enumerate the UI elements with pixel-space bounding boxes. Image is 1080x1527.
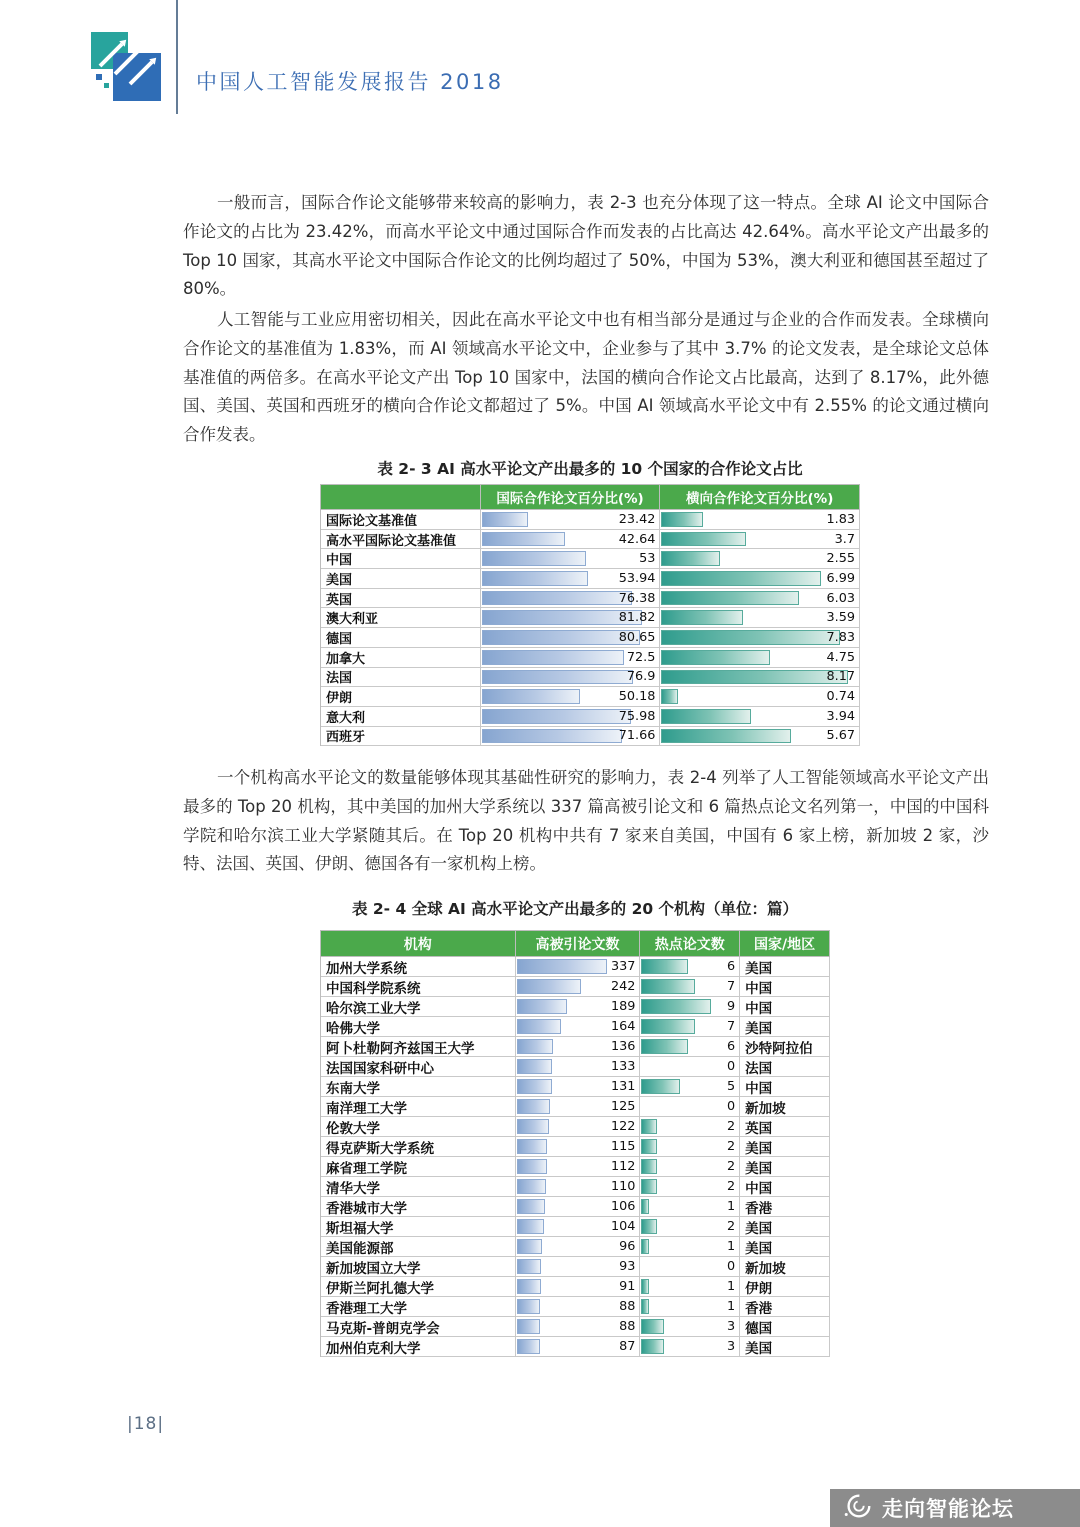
body-paragraph-3: 一个机构高水平论文的数量能够体现其基础性研究的影响力，表 2-4 列举了人工智能领域高水平论文产出最多的 Top 20 机构，其中美国的加州大学系统以 337 篇高被引论文和 6 篇热点论文名列第一，中国的中国科学院和哈尔滨工业大学紧随其后。在 Top 20 机构中共有 7 家来自美国，中国有 6 家上榜，新加坡 2 家，沙特、法国、英国、伊朗、德国各有一家机构上榜。: [183, 768, 989, 874]
cited-papers-cell: [516, 997, 641, 1017]
country-cell: 德国: [740, 1317, 830, 1337]
table-2-4-body: [321, 957, 830, 1357]
intl-collab-value: 76.38: [618, 590, 656, 606]
table-2-3-row: [321, 589, 860, 609]
hot-papers-cell: [640, 1117, 740, 1137]
table-2-3-row: [321, 707, 860, 727]
cited-papers-bar: [517, 1279, 541, 1294]
cited-papers-value: 164: [610, 1019, 636, 1034]
cited-papers-value: 106: [610, 1199, 636, 1214]
hot-papers-bar: [641, 1339, 664, 1354]
cited-papers-cell: [516, 1157, 641, 1177]
hot-papers-value: 2: [727, 1119, 736, 1134]
intl-collab-value: 23.42: [618, 511, 656, 527]
cited-papers-bar: [517, 1319, 541, 1334]
institution-cell: 美国能源部: [321, 1237, 516, 1257]
table-2-4-row: [321, 1077, 830, 1097]
table-2-4-row: [321, 1017, 830, 1037]
intl-collab-bar: [482, 591, 632, 606]
country-cell: 美国: [740, 1157, 830, 1177]
cited-papers-cell: [516, 1037, 641, 1057]
hot-papers-cell: [640, 977, 740, 997]
hot-papers-cell: [640, 997, 740, 1017]
horizontal-collab-value: 6.99: [826, 570, 855, 586]
body-paragraph-1: 一般而言，国际合作论文能够带来较高的影响力，表 2-3 也充分体现了这一特点。全球 AI 论文中国际合作论文的占比为 23.42%，而高水平论文中通过国际合作而发表的占比高达 42.64%。高水平论文产出最多的 Top 10 国家，其高水平论文中国际合作论文的比例均超过了 50%，中国为 53%，澳大利亚和德国甚至超过了 80%。: [183, 193, 989, 299]
row-label-cell: 西班牙: [321, 727, 481, 747]
institution-column-header: 机构: [321, 931, 516, 957]
hot-papers-value: 7: [727, 979, 736, 994]
report-title: 中国人工智能发展报告 2018: [196, 70, 504, 94]
country-cell: 美国: [740, 1217, 830, 1237]
cited-papers-bar: [517, 1339, 540, 1354]
cited-papers-bar: [517, 1119, 550, 1134]
institution-cell: 东南大学: [321, 1077, 516, 1097]
hot-papers-cell: [640, 1257, 740, 1277]
institution-cell: 清华大学: [321, 1177, 516, 1197]
hot-papers-value: 6: [727, 959, 736, 974]
table-2-4-row: [321, 1317, 830, 1337]
row-label-cell: 德国: [321, 628, 481, 648]
hot-papers-bar: [641, 1299, 649, 1314]
table-2-3-row: [321, 668, 860, 688]
hot-papers-column-header: 热点论文数: [640, 931, 740, 957]
cited-papers-cell: [516, 1117, 641, 1137]
horizontal-collab-value: 3.59: [826, 610, 855, 626]
table-2-3-row: [321, 569, 860, 589]
row-label-cell: 加拿大: [321, 648, 481, 668]
cited-papers-value: 104: [610, 1219, 636, 1234]
cited-papers-cell: [516, 1017, 641, 1037]
intl-collab-value: 53.94: [618, 570, 656, 586]
hot-papers-bar: [641, 1019, 695, 1034]
cited-papers-cell: [516, 1197, 641, 1217]
cited-papers-cell: [516, 1137, 641, 1157]
cited-papers-cell: [516, 1237, 641, 1257]
cited-papers-bar: [517, 1239, 543, 1254]
hot-papers-cell: [640, 1077, 740, 1097]
row-label-cell: 意大利: [321, 707, 481, 727]
table-2-3-row: [321, 628, 860, 648]
table-2-3: [320, 484, 860, 746]
intl-collab-cell: [481, 510, 661, 530]
table-2-4-row: [321, 1277, 830, 1297]
row-label-cell: 高水平国际论文基准值: [321, 530, 481, 550]
intl-collab-bar: [482, 650, 624, 665]
cited-papers-value: 93: [619, 1259, 636, 1274]
country-cell: 美国: [740, 1017, 830, 1037]
horizontal-collab-value: 7.83: [826, 629, 855, 645]
intl-collab-cell: [481, 530, 661, 550]
hot-papers-cell: [640, 1297, 740, 1317]
country-cell: 英国: [740, 1117, 830, 1137]
hot-papers-value: 1: [727, 1239, 736, 1254]
country-cell: 新加坡: [740, 1257, 830, 1277]
institution-cell: 哈尔滨工业大学: [321, 997, 516, 1017]
institution-cell: 哈佛大学: [321, 1017, 516, 1037]
country-cell: 中国: [740, 1077, 830, 1097]
institution-cell: 中国科学院系统: [321, 977, 516, 997]
row-label-cell: 法国: [321, 668, 481, 688]
intl-collab-bar: [482, 729, 623, 744]
horizontal-collab-bar: [661, 551, 719, 566]
hot-papers-cell: [640, 1157, 740, 1177]
cited-papers-value: 131: [610, 1079, 636, 1094]
hot-papers-bar: [641, 1239, 649, 1254]
institution-cell: 斯坦福大学: [321, 1217, 516, 1237]
institution-cell: 伦敦大学: [321, 1117, 516, 1137]
hot-papers-bar: [641, 1139, 656, 1154]
cited-papers-value: 242: [610, 979, 636, 994]
hot-papers-value: 1: [727, 1299, 736, 1314]
intl-collab-value: 76.9: [626, 669, 656, 685]
cited-papers-cell: [516, 1277, 641, 1297]
cited-papers-bar: [517, 979, 582, 994]
hot-papers-bar: [641, 1119, 656, 1134]
horizontal-collab-value: 0.74: [826, 689, 855, 705]
cited-papers-cell: [516, 1317, 641, 1337]
cited-papers-cell: [516, 977, 641, 997]
institution-cell: 伊斯兰阿扎德大学: [321, 1277, 516, 1297]
cited-papers-cell: [516, 1217, 641, 1237]
table-2-4-row: [321, 1097, 830, 1117]
intl-collab-cell: [481, 589, 661, 609]
horizontal-collab-cell: [660, 707, 860, 727]
hot-papers-bar: [641, 1319, 664, 1334]
hot-papers-cell: [640, 1137, 740, 1157]
cited-papers-value: 125: [610, 1099, 636, 1114]
table-2-4-row: [321, 1257, 830, 1277]
table-2-3-caption: 表 2- 3 AI 高水平论文产出最多的 10 个国家的合作论文占比: [377, 460, 803, 478]
horizontal-collab-value: 5.67: [826, 728, 855, 744]
cited-papers-value: 115: [610, 1139, 636, 1154]
institution-cell: 南洋理工大学: [321, 1097, 516, 1117]
cited-papers-bar: [517, 1039, 554, 1054]
hot-papers-value: 1: [727, 1199, 736, 1214]
horizontal-collab-bar: [661, 650, 769, 665]
horizontal-collab-value: 6.03: [826, 590, 855, 606]
institution-cell: 加州大学系统: [321, 957, 516, 977]
table-2-4-row: [321, 977, 830, 997]
intl-collab-value: 50.18: [618, 689, 656, 705]
horizontal-collab-value: 2.55: [826, 551, 855, 567]
table-2-4-caption: 表 2- 4 全球 AI 高水平论文产出最多的 20 个机构（单位：篇）: [351, 900, 799, 918]
horizontal-collab-bar: [661, 630, 840, 645]
table-2-4-row: [321, 1037, 830, 1057]
table-2-4-row: [321, 1157, 830, 1177]
horizontal-collab-value: 1.83: [826, 511, 855, 527]
intl-collab-value: 53: [639, 551, 656, 567]
cited-papers-bar: [517, 999, 568, 1014]
table-2-4-row: [321, 1057, 830, 1077]
cited-papers-cell: [516, 957, 641, 977]
horizontal-collab-bar: [661, 532, 745, 547]
hot-papers-value: 3: [727, 1339, 736, 1354]
table-2-4-row: [321, 1337, 830, 1357]
hot-papers-cell: [640, 1177, 740, 1197]
cited-papers-bar: [517, 1199, 545, 1214]
horizontal-collab-bar: [661, 709, 751, 724]
cited-papers-value: 88: [619, 1299, 636, 1314]
hot-papers-value: 9: [727, 999, 736, 1014]
intl-collab-bar: [482, 551, 586, 566]
country-cell: 美国: [740, 957, 830, 977]
cited-papers-cell: [516, 1337, 641, 1357]
table-2-3-row: [321, 530, 860, 550]
intl-collab-bar: [482, 630, 640, 645]
horizontal-collab-bar: [661, 591, 799, 606]
hot-papers-cell: [640, 1217, 740, 1237]
hot-papers-value: 0: [727, 1059, 736, 1074]
hot-papers-bar: [641, 999, 710, 1014]
institution-cell: 阿卜杜勒阿齐兹国王大学: [321, 1037, 516, 1057]
horizontal-collab-cell: [660, 668, 860, 688]
cited-papers-value: 87: [619, 1339, 636, 1354]
cited-papers-value: 337: [610, 959, 636, 974]
intl-collab-value: 71.66: [618, 728, 656, 744]
horizontal-collab-cell: [660, 530, 860, 550]
country-cell: 中国: [740, 997, 830, 1017]
intl-collab-value: 75.98: [618, 708, 656, 724]
country-cell: 伊朗: [740, 1277, 830, 1297]
table-2-4: [320, 930, 830, 1357]
institution-cell: 香港理工大学: [321, 1297, 516, 1317]
cited-papers-cell: [516, 1297, 641, 1317]
horizontal-collab-bar: [661, 689, 678, 704]
table-2-4-row: [321, 1197, 830, 1217]
cited-papers-bar: [517, 1219, 545, 1234]
table-2-4-row: [321, 1237, 830, 1257]
intl-collab-cell: [481, 648, 661, 668]
row-label-column-header: [321, 485, 481, 510]
intl-collab-cell: [481, 549, 661, 569]
intl-collab-value: 80.65: [618, 629, 656, 645]
intl-collab-cell: [481, 687, 661, 707]
table-2-4-row: [321, 1177, 830, 1197]
row-label-cell: 英国: [321, 589, 481, 609]
hot-papers-cell: [640, 1237, 740, 1257]
table-2-4-header-row: [321, 931, 830, 957]
intl-collab-value: 42.64: [618, 531, 656, 547]
cited-papers-cell: [516, 1077, 641, 1097]
cited-papers-value: 133: [610, 1059, 636, 1074]
table-2-3-row: [321, 648, 860, 668]
intl-collab-bar: [482, 532, 566, 547]
institution-cell: 加州伯克利大学: [321, 1337, 516, 1357]
row-label-cell: 中国: [321, 549, 481, 569]
brand-logo-icon: [88, 22, 168, 106]
horizontal-collab-value: 3.94: [826, 708, 855, 724]
table-2-4-row: [321, 957, 830, 977]
country-cell: 香港: [740, 1197, 830, 1217]
intl-collab-bar: [482, 709, 631, 724]
cited-papers-cell: [516, 1057, 641, 1077]
body-paragraph-2: 人工智能与工业应用密切相关，因此在高水平论文中也有相当部分是通过与企业的合作而发表。全球横向合作论文的基准值为 1.83%，而 AI 领域高水平论文中，企业参与了其中 3.7% 的论文发表，是全球论文总体基准值的两倍多。在高水平论文产出 Top 10 国家中，法国的横向合作论文占比最高，达到了 8.17%，此外德国、美国、英国和西班牙的横向合作论文都超过了 5%。中国 AI 领域高水平论文中有 2.55% 的论文通过横向合作发表。: [183, 310, 989, 445]
cited-papers-value: 91: [619, 1279, 636, 1294]
table-2-4-row: [321, 997, 830, 1017]
hot-papers-value: 5: [727, 1079, 736, 1094]
intl-collab-bar: [482, 689, 580, 704]
row-label-cell: 澳大利亚: [321, 608, 481, 628]
country-cell: 香港: [740, 1297, 830, 1317]
hot-papers-cell: [640, 1017, 740, 1037]
cited-papers-bar: [517, 1259, 542, 1274]
country-cell: 中国: [740, 1177, 830, 1197]
cited-papers-value: 110: [610, 1179, 636, 1194]
horizontal-collab-cell: [660, 510, 860, 530]
intl-collab-cell: [481, 608, 661, 628]
horizontal-collab-cell: [660, 549, 860, 569]
hot-papers-value: 3: [727, 1319, 736, 1334]
row-label-cell: 伊朗: [321, 687, 481, 707]
hot-papers-bar: [641, 1079, 679, 1094]
hot-papers-cell: [640, 1057, 740, 1077]
hot-papers-cell: [640, 1197, 740, 1217]
country-cell: 法国: [740, 1057, 830, 1077]
cited-papers-bar: [517, 1019, 561, 1034]
hot-papers-bar: [641, 1199, 649, 1214]
institution-cell: 得克萨斯大学系统: [321, 1137, 516, 1157]
hot-papers-value: 7: [727, 1019, 736, 1034]
horizontal-collab-cell: [660, 648, 860, 668]
horizontal-collab-value: 8.17: [826, 669, 855, 685]
intl-collab-cell: [481, 727, 661, 747]
table-2-3-row: [321, 608, 860, 628]
cited-papers-bar: [517, 959, 607, 974]
country-column-header: 国家/地区: [740, 931, 830, 957]
country-cell: 中国: [740, 977, 830, 997]
intl-collab-value: 72.5: [626, 649, 656, 665]
hot-papers-value: 6: [727, 1039, 736, 1054]
hot-papers-value: 0: [727, 1099, 736, 1114]
cited-papers-column-header: 高被引论文数: [516, 931, 641, 957]
horizontal-collab-bar: [661, 729, 791, 744]
table-2-3-row: [321, 549, 860, 569]
table-2-4-row: [321, 1137, 830, 1157]
horizontal-collab-cell: [660, 608, 860, 628]
cited-papers-value: 189: [610, 999, 636, 1014]
cited-papers-bar: [517, 1299, 541, 1314]
horizontal-collab-cell: [660, 687, 860, 707]
horizontal-collab-bar: [661, 670, 848, 685]
hot-papers-value: 2: [727, 1179, 736, 1194]
hot-papers-bar: [641, 1279, 649, 1294]
horizontal-collab-bar: [661, 610, 743, 625]
intl-collab-cell: [481, 668, 661, 688]
horizontal-collab-cell: [660, 727, 860, 747]
cited-papers-value: 136: [610, 1039, 636, 1054]
country-cell: 美国: [740, 1337, 830, 1357]
cited-papers-bar: [517, 1159, 547, 1174]
horizontal-collab-bar: [661, 512, 703, 527]
intl-collab-column-header: 国际合作论文百分比(%): [481, 485, 661, 510]
hot-papers-cell: [640, 1037, 740, 1057]
cited-papers-bar: [517, 1139, 548, 1154]
horizontal-collab-cell: [660, 569, 860, 589]
hot-papers-cell: [640, 1317, 740, 1337]
cited-papers-value: 122: [610, 1119, 636, 1134]
cited-papers-bar: [517, 1059, 553, 1074]
cited-papers-bar: [517, 1099, 551, 1114]
horizontal-collab-column-header: 横向合作论文百分比(%): [660, 485, 860, 510]
watermark-logo-icon: [842, 1490, 874, 1526]
hot-papers-cell: [640, 1097, 740, 1117]
watermark-text: 走向智能论坛: [882, 1497, 1014, 1521]
hot-papers-value: 2: [727, 1159, 736, 1174]
institution-cell: 马克斯-普朗克学会: [321, 1317, 516, 1337]
cited-papers-cell: [516, 1177, 641, 1197]
hot-papers-bar: [641, 979, 695, 994]
intl-collab-cell: [481, 569, 661, 589]
table-2-4-row: [321, 1297, 830, 1317]
page-number: |18|: [127, 1414, 165, 1434]
cited-papers-value: 96: [619, 1239, 636, 1254]
intl-collab-bar: [482, 512, 528, 527]
horizontal-collab-cell: [660, 628, 860, 648]
hot-papers-value: 0: [727, 1259, 736, 1274]
table-2-3-row: [321, 510, 860, 530]
horizontal-collab-bar: [661, 571, 820, 586]
cited-papers-bar: [517, 1079, 552, 1094]
hot-papers-value: 1: [727, 1279, 736, 1294]
intl-collab-value: 81.82: [618, 610, 656, 626]
cited-papers-bar: [517, 1179, 546, 1194]
table-2-3-row: [321, 727, 860, 747]
hot-papers-bar: [641, 1179, 656, 1194]
hot-papers-cell: [640, 1337, 740, 1357]
hot-papers-value: 2: [727, 1219, 736, 1234]
horizontal-collab-value: 4.75: [826, 649, 855, 665]
hot-papers-bar: [641, 1219, 656, 1234]
horizontal-collab-value: 3.7: [834, 531, 855, 547]
intl-collab-cell: [481, 707, 661, 727]
hot-papers-bar: [641, 1159, 656, 1174]
country-cell: 新加坡: [740, 1097, 830, 1117]
hot-papers-value: 2: [727, 1139, 736, 1154]
cited-papers-value: 88: [619, 1319, 636, 1334]
table-2-3-body: [321, 510, 860, 746]
cited-papers-value: 112: [610, 1159, 636, 1174]
table-2-3-row: [321, 687, 860, 707]
row-label-cell: 国际论文基准值: [321, 510, 481, 530]
table-2-4-row: [321, 1117, 830, 1137]
intl-collab-cell: [481, 628, 661, 648]
institution-cell: 法国国家科研中心: [321, 1057, 516, 1077]
table-2-3-header-row: [321, 485, 860, 510]
hot-papers-bar: [641, 1039, 687, 1054]
hot-papers-cell: [640, 957, 740, 977]
intl-collab-bar: [482, 670, 633, 685]
table-2-4-row: [321, 1217, 830, 1237]
header-divider: [176, 0, 178, 114]
cited-papers-cell: [516, 1257, 641, 1277]
institution-cell: 香港城市大学: [321, 1197, 516, 1217]
row-label-cell: 美国: [321, 569, 481, 589]
institution-cell: 新加坡国立大学: [321, 1257, 516, 1277]
cited-papers-cell: [516, 1097, 641, 1117]
country-cell: 美国: [740, 1237, 830, 1257]
hot-papers-bar: [641, 959, 687, 974]
hot-papers-cell: [640, 1277, 740, 1297]
country-cell: 沙特阿拉伯: [740, 1037, 830, 1057]
institution-cell: 麻省理工学院: [321, 1157, 516, 1177]
watermark-bar: [830, 1489, 1080, 1527]
country-cell: 美国: [740, 1137, 830, 1157]
intl-collab-bar: [482, 571, 588, 586]
horizontal-collab-cell: [660, 589, 860, 609]
